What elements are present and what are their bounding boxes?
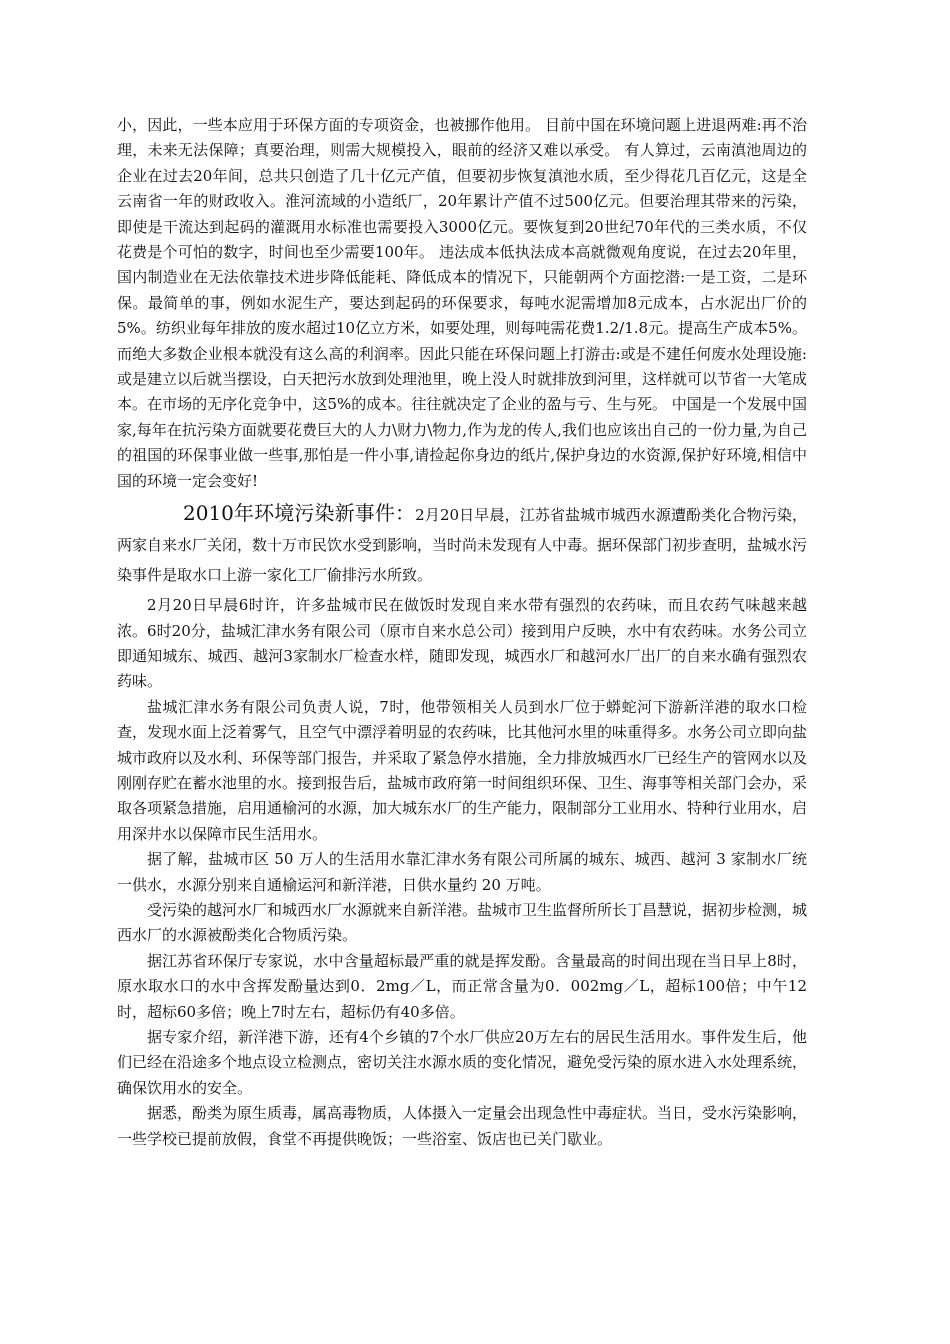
body-paragraph-1: 2月20日早晨6时许，许多盐城市民在做饭时发现自来水带有强烈的农药味，而且农药气味越来越浓。6时20分，盐城汇津水务有限公司（原市自来水总公司）接到用户反映，水中有农药味。水务公司立即通知城东、城西、越河3家制水厂检查水样，随即发现，城西水厂和越河水厂出厂的自来水确有强烈农药味。 <box>117 596 807 691</box>
body-paragraph-3: 据了解，盐城市区 50 万人的生活用水靠汇津水务有限公司所属的城东、城西、越河 3 家制水厂统一供水，水源分别来自通榆运河和新洋港，日供水量约 20 万吨。 <box>117 850 807 894</box>
body-paragraph-6: 据专家介绍，新洋港下游，还有4个乡镇的7个水厂供应20万左右的居民生活用水。事件发生后，他们已经在沿途多个地点设立检测点，密切关注水源水质的变化情况，避免受污染的原水进入水处理系统，确保饮用水的安全。 <box>117 1028 808 1097</box>
event-heading: 2010年环境污染新事件： <box>183 501 416 526</box>
body-paragraph-4: 受污染的越河水厂和城西水厂水源就来自新洋港。盐城市卫生监督所所长丁昌慧说，据初步检测，城西水厂的水源被酚类化合物质污染。 <box>117 900 808 945</box>
body-paragraph-7: 据悉，酚类为原生质毒，属高毒物质，人体摄入一定量会出现急性中毒症状。当日，受水污染影响，一些学校已提前放假，食堂不再提供晚饭；一些浴室、饭店也已关门歇业。 <box>117 1104 808 1148</box>
event-section-heading-line <box>117 498 807 590</box>
body-paragraph-5: 据江苏省环保厅专家说，水中含量超标最严重的就是挥发酚。含量最高的时间出现在当日早上8时，原水取水口的水中含挥发酚量达到0．2mg／L，而正常含量为0．002mg／L，超标100倍；中午12时，超标60多倍；晚上7时左右，超标仍有40多倍。 <box>117 951 807 1021</box>
document-page <box>117 113 807 1152</box>
body-paragraph-2: 盐城汇津水务有限公司负责人说，7时，他带领相关人员到水厂位于蟒蛇河下游新洋港的取水口检查，发现水面上泛着雾气，且空气中漂浮着明显的农药味，比其他河水里的味重得多。水务公司立即向盐城市政府以及水利、环保等部门报告，并采取了紧急停水措施，全力排放城西水厂已经生产的管网水以及刚刚存贮在蓄水池里的水。接到报告后，盐城市政府第一时间组织环保、卫生、海事等相关部门会办，采取各项紧急措施，启用通榆河的水源，加大城东水厂的生产能力，限制部分工业用水、特种行业用水，启用深井水以保障市民生活用水。 <box>117 697 808 843</box>
intro-paragraph: 小，因此，一些本应用于环保方面的专项资金，也被挪作他用。 目前中国在环境问题上进退两难:再不治理，未来无法保障；真要治理，则需大规模投入，眼前的经济又难以承受。 有人算过，云南滇池周边的企业在过去20年间，总共只创造了几十亿元产值，但要初步恢复滇池水质，至少得花几百亿元，这是全云南省一年的财政收入。淮河流域的小造纸厂，20年累计产值不过500亿元。但要治理其带来的污染，即使是干流达到起码的灌溉用水标准也需要投入3000亿元。要恢复到20世纪70年代的三类水质，不仅花费是个可怕的数字，时间也至少需要100年。 违法成本低执法成本高就微观角度说，在过去20年里，国内制造业在无法依靠技术进步降低能耗、降低成本的情况下，只能朝两个方面挖潜:一是工资，二是环保。最简单的事，例如水泥生产，要达到起码的环保要求，每吨水泥需增加8元成本，占水泥出厂价的5%。纺织业每年排放的废水超过10亿立方米，如要处理，则每吨需花费1.2/1.8元。提高生产成本5%。而绝大多数企业根本就没有这么高的利润率。因此只能在环保问题上打游击:或是不建任何废水处理设施:或是建立以后就当摆设，白天把污水放到处理池里，晚上没人时就排放到河里，这样就可以节省一大笔成本。在市场的无序化竞争中，这5%的成本。往往就决定了企业的盈与亏、生与死。 中国是一个发展中国家,每年在抗污染方面就要花费巨大的人力\财力\物力,作为龙的传人,我们也应该出自己的一份力量,为自己的祖国的环保事业做一些事,那怕是一件小事,请捡起你身边的纸片,保护身边的水资源,保护好环境,相信中国的环境一定会变好! <box>117 116 808 490</box>
event-lead-text: 2月20日早晨，江苏省盐城市城西水源遭酚类化合物污染，两家自来水厂关闭，数十万市民饮水受到影响，当时尚未发现有人中毒。据环保部门初步查明，盐城水污染事件是取水口上游一家化工厂偷排污水所致。 <box>117 506 808 585</box>
